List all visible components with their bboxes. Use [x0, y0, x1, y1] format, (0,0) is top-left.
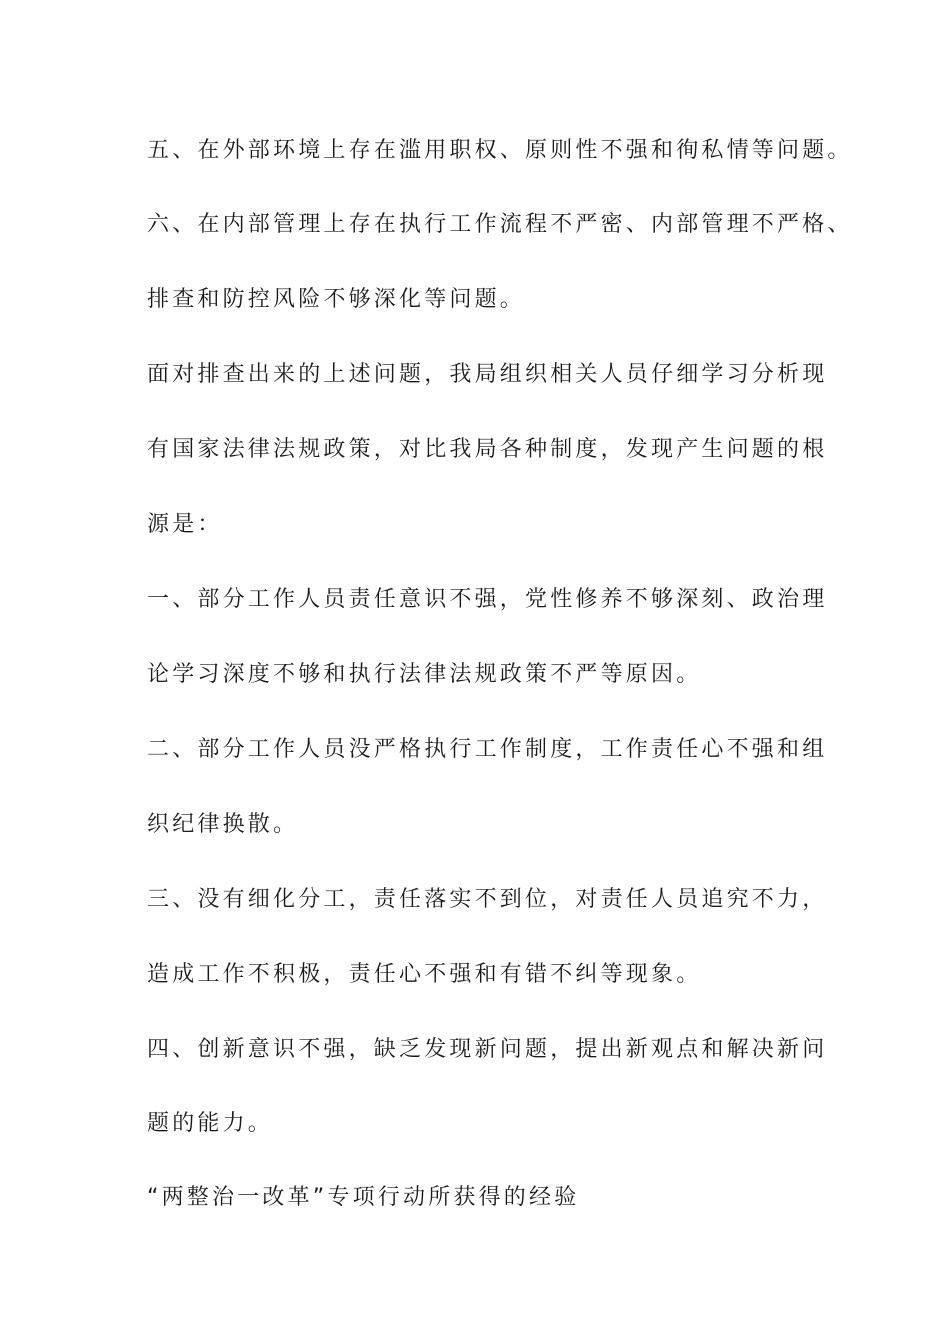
text-line: 有国家法律法规政策，对比我局各种制度，发现产生问题的根 — [147, 437, 828, 462]
section-heading: “两整治一改革”专项行动所获得的经验 — [147, 1185, 580, 1210]
text-line: 二、部分工作人员没严格执行工作制度，工作责任心不强和组 — [147, 737, 828, 762]
text-line: 四、创新意识不强，缺乏发现新问题，提出新观点和解决新问 — [147, 1037, 828, 1062]
text-line: 六、在内部管理上存在执行工作流程不严密、内部管理不严格、 — [147, 212, 853, 237]
text-line: 排查和防控风险不够深化等问题。 — [147, 287, 526, 312]
text-line: 论学习深度不够和执行法律法规政策不严等原因。 — [147, 662, 702, 687]
text-line: 五、在外部环境上存在滥用职权、原则性不强和徇私情等问题。 — [147, 138, 853, 163]
text-line: 织纪律换散。 — [147, 812, 299, 837]
text-line: 源是： — [147, 512, 223, 537]
text-line: 题的能力。 — [147, 1111, 274, 1136]
text-line: 面对排查出来的上述问题，我局组织相关人员仔细学习分析现 — [147, 362, 828, 387]
text-line: 一、部分工作人员责任意识不强，党性修养不够深刻、政治理 — [147, 587, 828, 612]
text-line: 造成工作不积极，责任心不强和有错不纠等现象。 — [147, 962, 702, 987]
text-line: 三、没有细化分工，责任落实不到位，对责任人员追究不力， — [147, 887, 828, 912]
